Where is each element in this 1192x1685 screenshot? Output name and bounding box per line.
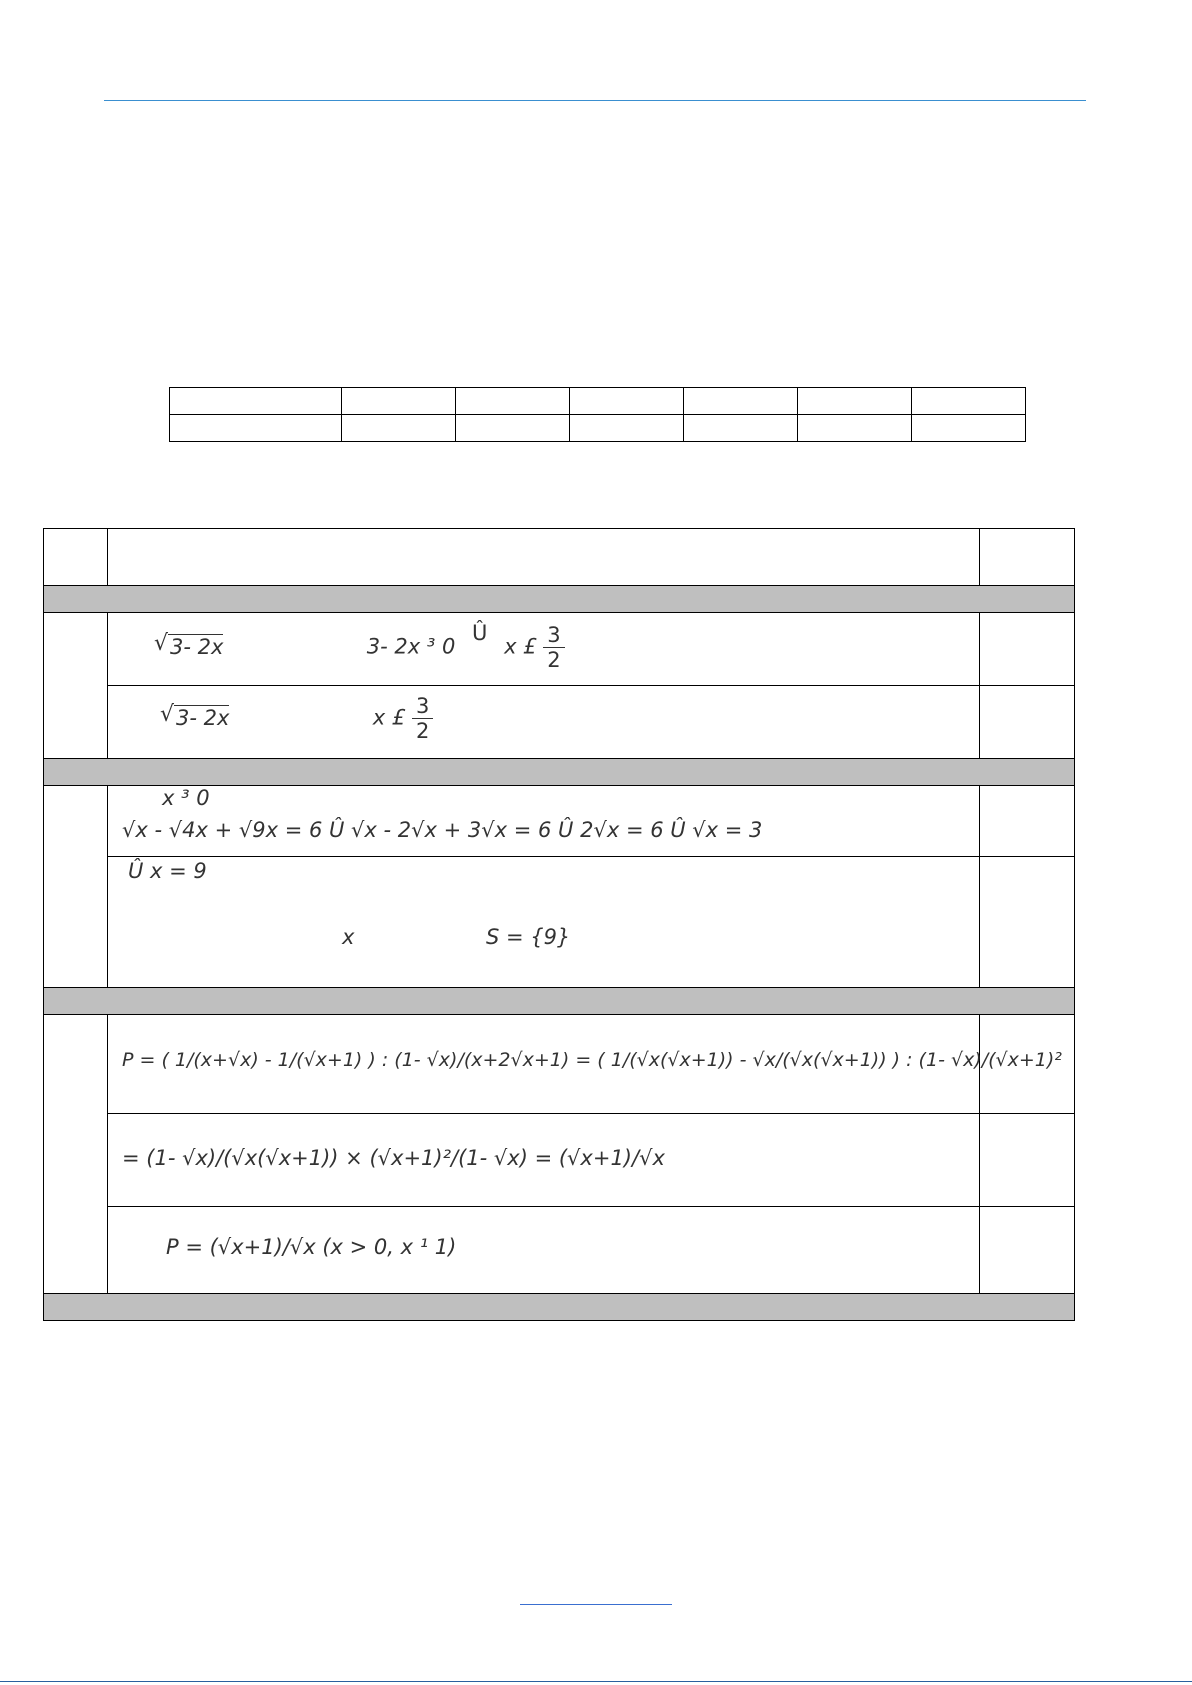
table-cell	[170, 388, 342, 415]
table-cell	[684, 415, 798, 442]
section-separator	[44, 586, 1075, 613]
header-cell-content	[108, 529, 980, 586]
points-cell	[980, 1114, 1075, 1207]
solution-step	[108, 686, 980, 759]
condition-text: 3- 2x ³ 0	[366, 634, 456, 659]
table-cell	[798, 388, 912, 415]
footer-rule	[0, 1681, 1192, 1682]
sqrt-expression: √ 3- 2x	[174, 705, 229, 730]
table-row	[170, 415, 1026, 442]
table-row	[44, 786, 1075, 857]
question-number-cell	[44, 613, 108, 759]
sqrt-expression: √ 3- 2x	[168, 634, 223, 659]
solution-text: Û x = 9	[128, 859, 207, 883]
expression-line: P = ( 1/(x+√x) - 1/(√x+1) ) : (1- √x)/(x+2√x+1) = ( 1/(√x(√x+1)) - √x/(√x(√x+1)) ) : (1- √x)/(√x+1)²	[122, 1049, 1062, 1071]
equation-text: √x - √4x + √9x = 6 Û √x - 2√x + 3√x = 6 Û 2√x = 6 Û √x = 3	[122, 818, 763, 842]
table-row	[44, 857, 1075, 988]
table-cell	[912, 388, 1026, 415]
expression-line: P = (√x+1)/√x (x > 0, x ¹ 1)	[166, 1235, 457, 1259]
table-row	[44, 1114, 1075, 1207]
table-row	[44, 1207, 1075, 1294]
equiv-symbol: Û	[472, 620, 488, 645]
section-separator	[44, 759, 1075, 786]
grading-table	[43, 528, 1075, 1321]
question-number-cell	[44, 1015, 108, 1294]
solution-step	[108, 786, 980, 857]
condition-text: x ³ 0	[162, 786, 210, 810]
table-cell	[912, 415, 1026, 442]
table-cell	[684, 388, 798, 415]
answer-key-table	[169, 387, 1026, 442]
table-cell	[456, 415, 570, 442]
table-cell	[570, 388, 684, 415]
table-header-row	[44, 529, 1075, 586]
solution-step	[108, 857, 980, 988]
solution-set: S = {9}	[486, 925, 571, 949]
solution-step	[108, 1207, 980, 1294]
table-cell	[570, 415, 684, 442]
math-line	[164, 694, 1035, 743]
solution-step	[108, 1114, 980, 1207]
table-row	[44, 1015, 1075, 1114]
solution-step	[108, 1015, 1062, 1114]
section-separator	[44, 1294, 1075, 1321]
fraction: $\frac{3}{2}$	[543, 623, 564, 672]
table-row	[44, 613, 1075, 686]
table-cell	[342, 415, 456, 442]
section-separator	[44, 988, 1075, 1015]
table-row	[170, 388, 1026, 415]
result-text: x £	[372, 705, 406, 730]
table-cell	[798, 415, 912, 442]
header-cell-question	[44, 529, 108, 586]
header-rule	[104, 100, 1086, 101]
table-cell	[170, 415, 342, 442]
expression-line: = (1- √x)/(√x(√x+1)) × (√x+1)²/(1- √x) = (√x+1)/√x	[122, 1146, 665, 1170]
header-cell-points	[980, 529, 1075, 586]
result-text: x £	[504, 634, 537, 659]
footer-link[interactable]	[520, 1604, 672, 1605]
table-cell	[456, 388, 570, 415]
table-row	[44, 686, 1075, 759]
question-number-cell	[44, 786, 108, 988]
solution-step	[108, 613, 980, 686]
fraction: $\frac{3}{2}$	[412, 694, 433, 743]
math-line	[158, 620, 1029, 672]
table-cell	[342, 388, 456, 415]
variable-text: x	[342, 925, 355, 949]
